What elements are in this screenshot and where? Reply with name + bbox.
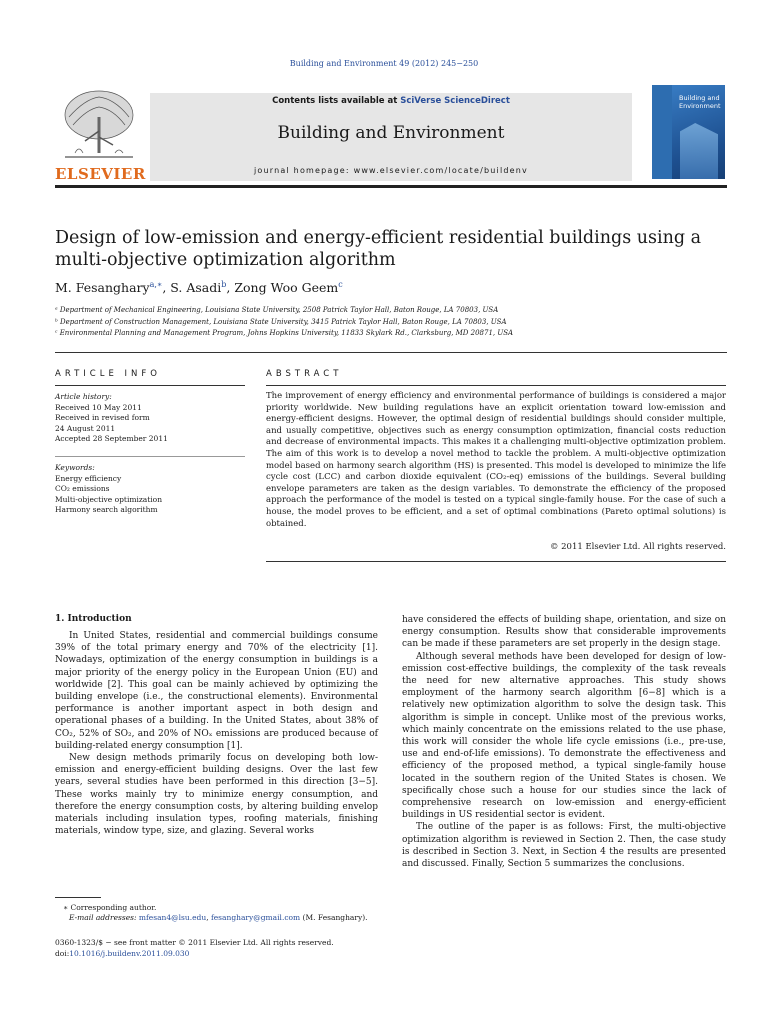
paragraph: The outline of the paper is as follows: First, the multi-objective optimization algorithm is reviewed in Section 2. Then, the case study is described in Section 3. Next, in Section 4 the results are presented and discussed. Finally, Section 5 summarizes the conclusions. [402, 822, 726, 870]
footnote-emails [55, 913, 368, 923]
author-name: Zong Woo Geem [234, 280, 339, 296]
email-suffix: (M. Fesanghary). [300, 913, 368, 922]
author-separator: , [162, 280, 171, 296]
footnote-rule [55, 897, 101, 898]
journal-cover-image [652, 85, 725, 179]
right-column [402, 614, 726, 870]
doi-link[interactable]: 10.1016/j.buildenv.2011.09.030 [69, 949, 190, 958]
abstract-copyright: © 2011 Elsevier Ltd. All rights reserved. [549, 542, 726, 552]
article-history [55, 392, 168, 445]
keyword: Energy efficiency [55, 473, 122, 483]
article-title: Design of low-emission and energy-efficient residential buildings using a multi-objective optimization algorithm [55, 228, 702, 270]
abstract-rule [266, 385, 726, 386]
history-item: Accepted 28 September 2011 [55, 434, 168, 443]
cover-title-line-1: Building and [679, 94, 720, 102]
keyword: Harmony search algorithm [55, 505, 158, 514]
email-separator: , [206, 913, 211, 922]
keyword: CO₂ emissions [55, 484, 110, 493]
journal-name: Building and Environment [277, 123, 505, 143]
author-affiliation-marker[interactable]: a,∗ [149, 280, 163, 289]
keywords-block [55, 463, 162, 516]
abstract-bottom-rule [266, 561, 726, 562]
issn-line: 0360-1323/$ − see front matter © 2011 Elsevier Ltd. All rights reserved. [55, 938, 334, 947]
email-label: E-mail addresses: [69, 913, 139, 922]
paragraph: In United States, residential and commercial buildings consume 39% of the total primary energy and 70% of the electricity [1]. Nowadays, optimization of the energy consumption in buildings is a major priority of the energy policy in the European Union (EU) and worldwide [2]. This goal can be mainly achieved by optimizing the building envelope (i.e., the constructional elements). Environmental performance is another important aspect in both design and operational phases of a building. In the United States, about 38% of CO₂, 52% of SO₂, and 20% of NOₓ emissions are produced because of building-related energy consumption [1]. [55, 631, 378, 751]
keyword: Multi-objective optimization [55, 494, 163, 504]
footnote-corresponding: ∗ Corresponding author. [63, 903, 157, 912]
history-item: 24 August 2011 [55, 423, 116, 433]
article-info-heading: ARTICLE INFO [55, 369, 161, 379]
journal-header [55, 83, 727, 184]
author-separator: , [226, 280, 235, 296]
journal-citation-link[interactable]: Building and Environment 49 (2012) 245−250 [289, 59, 479, 68]
elsevier-tree-icon [55, 87, 143, 163]
keywords-rule [55, 456, 245, 457]
abstract-heading: ABSTRACT [266, 369, 343, 379]
paragraph: New design methods primarily focus on developing both low-emission and energy-efficient building designs. Over the last few years, several studies have been performed in this direction [3−5]. These works mainly try to minimize energy consumption, and therefore the energy consumption costs, by altering building envelop materials including insulation types, roofing materials, finishing materials, window type, size, and glazing. Several works [55, 753, 378, 837]
journal-homepage[interactable]: journal homepage: www.elsevier.com/locate/buildenv [254, 166, 528, 175]
paragraph: Although several methods have been developed for design of low-emission cost-effective buildings, the complexity of the task reveals the need for new alternative approaches. This study shows employment of the harmony search algorithm [6−8] which is a relatively new optimization algorithm to solve the design task. This algorithm is simple in concept. Unlike most of the previous works, which mainly concentrate on the emissions related to the use phase, this work will consider the whole life cycle emissions (i.e., pre-use, use and end-of-life emissions). To demonstrate the effectiveness and efficiency of the proposed method, a typical single-family house located in the southern region of the United States is chosen. We specifically chose such a house for our studies since the lack of comprehensive research on low-emission and energy-efficient buildings in US residential sector is evident. [402, 651, 726, 821]
doi-line [55, 949, 189, 959]
history-item: Received 10 May 2011 [55, 402, 142, 412]
email-link[interactable]: fesanghary@gmail.com [210, 913, 301, 922]
sciencedirect-link[interactable]: SciVerse ScienceDirect [400, 96, 510, 106]
abstract-text: The improvement of energy efficiency and environmental performance of buildings is considered a major priority worldwide. New building regulations have an explicit orientation toward low-emission and energy-efficient designs. However, the optimal design of residential buildings should consider multiple, and usually competitive, objectives such as energy consumption optimization, financial costs reduction and decrease of environmental impacts. This makes it a challenging multi-objective optimization problem. The aim of this work is to develop a novel method to tackle the problem. A multi-objective optimization model based on harmony search algorithm (HS) is presented. This model is developed to minimize the life cycle cost (LCC) and carbon dioxide equivalent (CO₂-eq) emissions of the buildings. Several building envelope parameters are taken as the design variables. To demonstrate the efficiency of the proposed approach the performance of the model is tested on a typical single-family house. For the case of such a house, the model proves to be efficient, and a set of optimal combinations (Pareto optimal solutions) is obtained. [266, 391, 726, 529]
affiliation-c: ᶜ Environmental Planning and Management Program, Johns Hopkins University, 11833 Skylark Rd., Clarksburg, MD 20871, USA [55, 329, 514, 337]
author-affiliation-marker[interactable]: b [221, 280, 227, 289]
history-label: Article history: [55, 392, 112, 401]
cover-stripe [652, 85, 672, 179]
affiliation-a: ᵃ Department of Mechanical Engineering, Louisiana State University, 2508 Patrick Taylor Hall, Baton Rouge, LA 70803, USA [55, 306, 499, 314]
author-affiliation-marker[interactable]: c [338, 280, 343, 289]
left-column [55, 630, 378, 837]
email-link[interactable]: mfesan4@lsu.edu [138, 913, 207, 922]
history-item: Received in revised form [55, 413, 150, 422]
paragraph: have considered the effects of building shape, orientation, and size on energy consumption. Results show that considerable improvements can be made if these parameters are set properly in the design stage. [402, 615, 726, 650]
keywords-label: Keywords: [55, 463, 95, 472]
elsevier-wordmark: ELSEVIER [55, 165, 146, 183]
cover-title-line-2: Environment [679, 101, 721, 110]
header-rule [55, 185, 727, 188]
article-info-rule [55, 385, 245, 386]
affiliation-b: ᵇ Department of Construction Management, Louisiana State University, 3415 Patrick Taylor Hall, Baton Rouge, LA 70803, USA [55, 318, 507, 326]
cover-building-graphic [680, 123, 718, 179]
journal-banner [150, 93, 632, 181]
section-rule [55, 352, 727, 353]
author-name: S. Asadi [170, 280, 222, 296]
elsevier-logo [55, 87, 146, 183]
doi-label: doi: [55, 949, 70, 958]
contents-prefix: Contents lists available at [272, 96, 401, 106]
author-list [55, 280, 343, 295]
contents-line [150, 96, 632, 106]
author-name: M. Fesanghary [55, 280, 150, 296]
introduction-heading: 1. Introduction [55, 614, 132, 624]
cover-title [679, 95, 721, 110]
